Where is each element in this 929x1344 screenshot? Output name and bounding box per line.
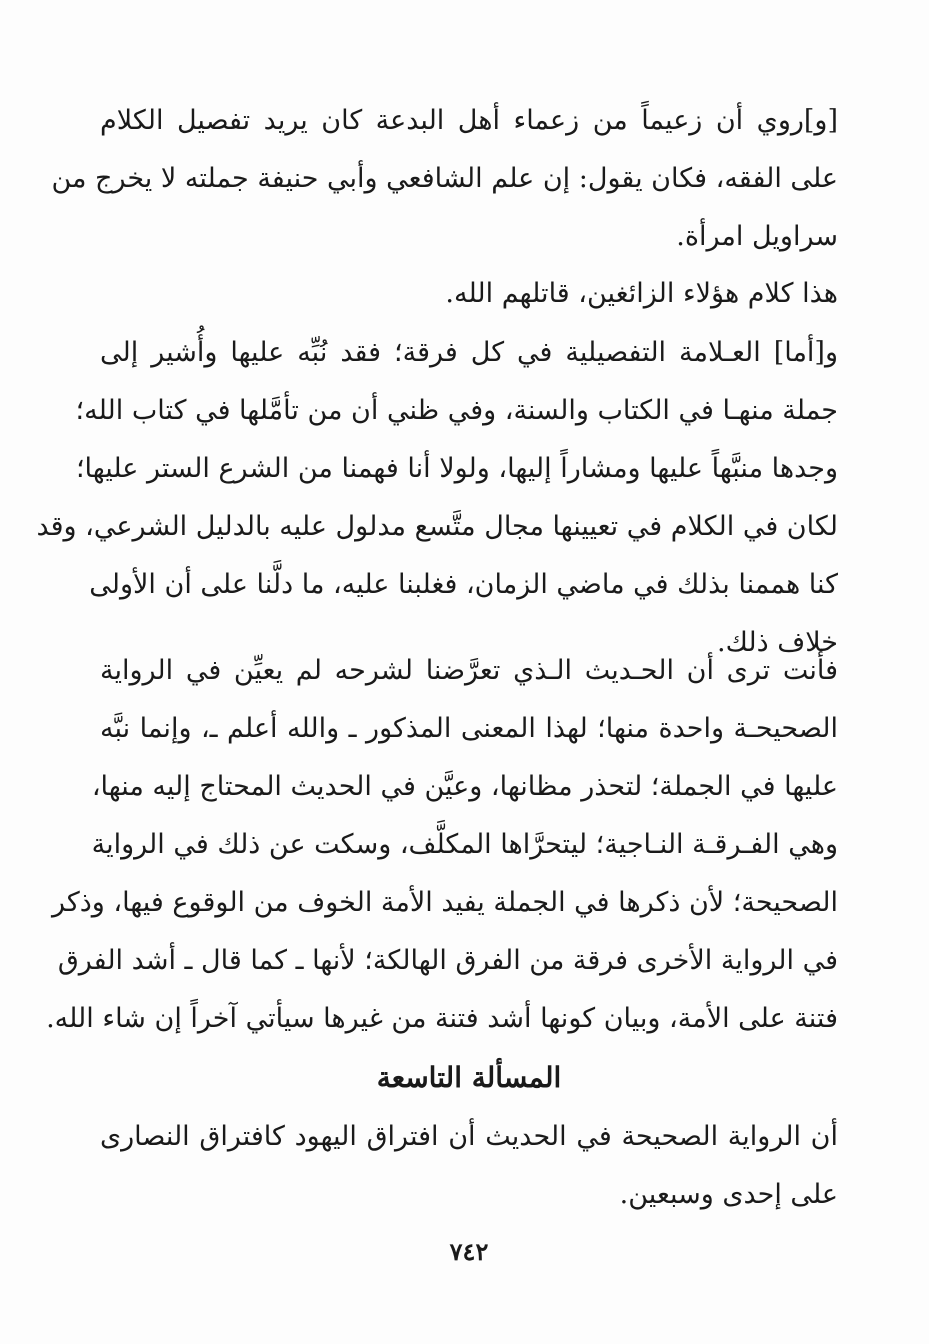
text-line: وهي الفـرقـة النـاجية؛ ليتحرَّاها المكلَّف، وسكت عن ذلك في الرواية — [91, 829, 838, 860]
page-number: ٧٤٢ — [449, 1237, 489, 1266]
text-line: على إحدى وسبعين. — [619, 1179, 838, 1210]
text-line: أن الرواية الصحيحة في الحديث أن افتراق اليهود كافتراق النصارى — [100, 1121, 838, 1152]
text-line: وجدها منبَّهاً عليها ومشاراً إليها، ولولا أنا فهمنا من الشرع الستر عليها؛ — [75, 453, 838, 484]
text-line: الصحيحة؛ لأن ذكرها في الجملة يفيد الأمة الخوف من الوقوع فيها، وذكر — [51, 887, 838, 918]
text-line: فتنة على الأمة، وبيان كونها أشد فتنة من غيرها سيأتي آخراً إن شاء الله. — [46, 1003, 838, 1034]
paragraph-4 — [46, 642, 838, 1048]
text-line: لكان في الكلام في تعيينها مجال متَّسع مدلول عليه بالدليل الشرعي، وقد — [36, 511, 838, 542]
text-line: على الفقه، فكان يقول: إن علم الشافعي وأبي حنيفة جملته لا يخرج من — [51, 163, 838, 194]
paragraph-3 — [36, 324, 838, 672]
paragraph-5 — [100, 1108, 838, 1224]
paragraph-2 — [100, 265, 838, 323]
text-line: هذا كلام هؤلاء الزائغين، قاتلهم الله. — [445, 278, 838, 309]
text-line: في الرواية الأخرى فرقة من الفرق الهالكة؛ لأنها ـ كما قال ـ أشد الفرق — [57, 945, 838, 976]
paragraph-1 — [51, 92, 838, 266]
text-line: جملة منهـا في الكتاب والسنة، وفي ظني أن من تأمَّلها في كتاب الله؛ — [75, 395, 838, 426]
text-line: سراويل امرأة. — [676, 221, 838, 252]
text-line: عليها في الجملة؛ لتحذر مظانها، وعيَّن في الحديث المحتاج إليه منها، — [91, 771, 838, 802]
text-line: [و]روي أن زعيماً من زعماء أهل البدعة كان يريد تفصيل الكلام — [100, 105, 838, 136]
text-line: الصحيحـة واحدة منها؛ لهذا المعنى المذكور ـ والله أعلم ـ، وإنما نبَّه — [100, 713, 838, 744]
text-line: كنا هممنا بذلك في ماضي الزمان، فغلبنا عليه، ما دلَّنا على أن الأولى — [89, 569, 838, 600]
text-line: خلاف ذلك. — [717, 627, 838, 658]
text-line: و[أما] العـلامة التفصيلية في كل فرقة؛ فقد نُبِّه عليها وأُشير إلى — [100, 337, 838, 368]
section-heading: المسألة التاسعة — [376, 1061, 562, 1095]
text-line: فأنت ترى أن الحـديث الـذي تعرَّضنا لشرحه لم يعيِّن في الرواية — [100, 655, 838, 686]
